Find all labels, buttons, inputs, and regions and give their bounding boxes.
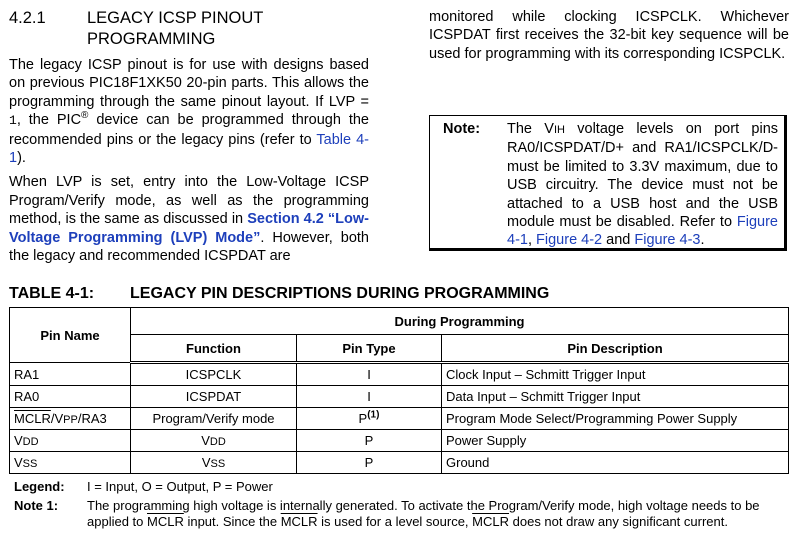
type-footnote: (1) (367, 409, 380, 421)
note1-text-d: does not draw any significant current. (509, 514, 728, 529)
table-number: TABLE 4-1: (9, 285, 95, 302)
table-row (10, 430, 789, 452)
pin-sub: DD (22, 436, 39, 448)
cell-function: ICSPCLK (131, 363, 297, 386)
section-number: 4.2.1 (9, 9, 46, 27)
registered-mark: ® (81, 110, 89, 122)
section-title-line2: PROGRAMMING (87, 30, 216, 48)
paragraph-icspclk: monitored while clocking ICSPCLK. Whichever ICSPDAT first receives the 32-bit key sequence will be used for programming with its corresponding ICSPCLK. (429, 9, 789, 62)
para1-text-a: The legacy ICSP pinout is for use with designs based on previous PIC18F1XK50 20-pin parts. This allows the programming through the same pinout layout. If LVP = (9, 57, 369, 110)
note1-text (87, 498, 789, 530)
function-sub: SS (210, 458, 226, 470)
section-title (87, 8, 369, 50)
cell-function (131, 452, 297, 474)
function-sub: DD (209, 436, 226, 448)
pin-v: V (14, 455, 23, 470)
table-row (10, 386, 789, 408)
cell-description: Power Supply (442, 430, 789, 452)
note1-mclr1: MCLR (147, 514, 184, 529)
note-sep2: and (602, 232, 635, 249)
pin-rest1: /V (50, 411, 64, 426)
table-legend (14, 479, 273, 494)
para1-text-c: device can be programmed through the recommended pins or the legacy pins (refer to (9, 112, 369, 148)
cell-pin: RA1 (10, 363, 131, 386)
cell-pin (10, 408, 131, 430)
header-pin-description: Pin Description (442, 335, 789, 363)
note1-text-b: input. Since the (183, 514, 281, 529)
function-v: V (201, 455, 211, 470)
link-figure-4-2[interactable]: Figure 4-2 (536, 232, 603, 249)
cell-description: Ground (442, 452, 789, 474)
legend-text: I = Input, O = Output, P = Power (87, 479, 273, 494)
pin-rest2: /RA3 (77, 411, 107, 426)
cell-function (131, 430, 297, 452)
cell-type: P (297, 452, 442, 474)
pin-description-table (9, 307, 789, 474)
cell-pin: RA0 (10, 386, 131, 408)
pin-pp-sub: PP (63, 414, 78, 426)
table-note-1 (14, 498, 789, 530)
table-row (10, 452, 789, 474)
table-title (9, 285, 549, 303)
note-sep1: , (527, 232, 537, 249)
paragraph-lvp (9, 173, 369, 265)
header-function: Function (131, 335, 297, 363)
cell-description: Clock Input – Schmitt Trigger Input (442, 363, 789, 386)
cell-type (297, 408, 442, 430)
table-row (10, 408, 789, 430)
para1-text-d: ). (17, 150, 26, 167)
section-heading (9, 8, 369, 50)
cell-function: ICSPDAT (131, 386, 297, 408)
cell-function: Program/Verify mode (131, 408, 297, 430)
para2-text-a: When LVP is set, entry into the Low-Voltage ICSP Program/Verify mode, as well as the programming method, is the same as discussed in (9, 174, 369, 228)
table-title-text: LEGACY PIN DESCRIPTIONS DURING PROGRAMMING (130, 285, 550, 302)
link-section-4-2[interactable]: Section 4.2 “Low-Voltage Programming (LVP) Mode” (9, 211, 369, 246)
link-table-4-1[interactable]: Table 4-1 (9, 131, 369, 167)
legend-label: Legend: (14, 479, 65, 494)
pin-mclr: MCLR (14, 411, 51, 426)
note-vih-sub: IH (553, 124, 565, 136)
cell-type: P (297, 430, 442, 452)
note-text (507, 119, 778, 248)
pin-sub: SS (22, 458, 38, 470)
section-title-line1: LEGACY ICSP PINOUT (87, 9, 264, 27)
cell-type: I (297, 386, 442, 408)
cell-description: Program Mode Select/Programming Power Supply (442, 408, 789, 430)
paragraph-legacy-pinout (9, 56, 369, 167)
note1-text-c: is used for a level source, (317, 514, 473, 529)
note-text-a: The V (507, 121, 554, 137)
para1-text-b: , the PIC (16, 112, 82, 129)
left-column (9, 8, 369, 265)
note1-label: Note 1: (14, 498, 59, 513)
table-row (10, 363, 789, 386)
cell-description: Data Input – Schmitt Trigger Input (442, 386, 789, 408)
right-column (429, 8, 789, 63)
pin-v: V (14, 433, 23, 448)
header-pin-name: Pin Name (10, 308, 131, 363)
link-figure-4-1[interactable]: Figure 4-1 (507, 214, 778, 249)
note1-mclr2: MCLR (280, 514, 318, 529)
header-pin-type: Pin Type (297, 335, 442, 363)
type-value: P (358, 411, 368, 426)
cell-pin (10, 452, 131, 474)
note-text-b: voltage levels on port pins RA0/ICSPDAT/D+ and RA1/ICSPCLK/D- must be limited to 3.3V maximum, due to USB circuitry. The device must not be attached to a USB host and the USB module must be disabled. Refer to (507, 121, 779, 231)
link-figure-4-3[interactable]: Figure 4-3 (634, 232, 701, 249)
note1-mclr3: MCLR (472, 514, 510, 529)
cell-type: I (297, 363, 442, 386)
note-box (429, 115, 787, 251)
cell-pin (10, 430, 131, 452)
function-v: V (201, 433, 210, 448)
para2-text-b: . However, both the legacy and recommended ICSPDAT are (9, 229, 369, 265)
header-during-programming: During Programming (131, 308, 789, 335)
note-label: Note: (443, 121, 481, 137)
note1-text-a: The programming high voltage is internally generated. To activate the Program/Verify mode, high voltage needs to be applied to (87, 498, 760, 529)
note-end: . (700, 232, 705, 249)
para1-code: 1 (9, 113, 17, 129)
